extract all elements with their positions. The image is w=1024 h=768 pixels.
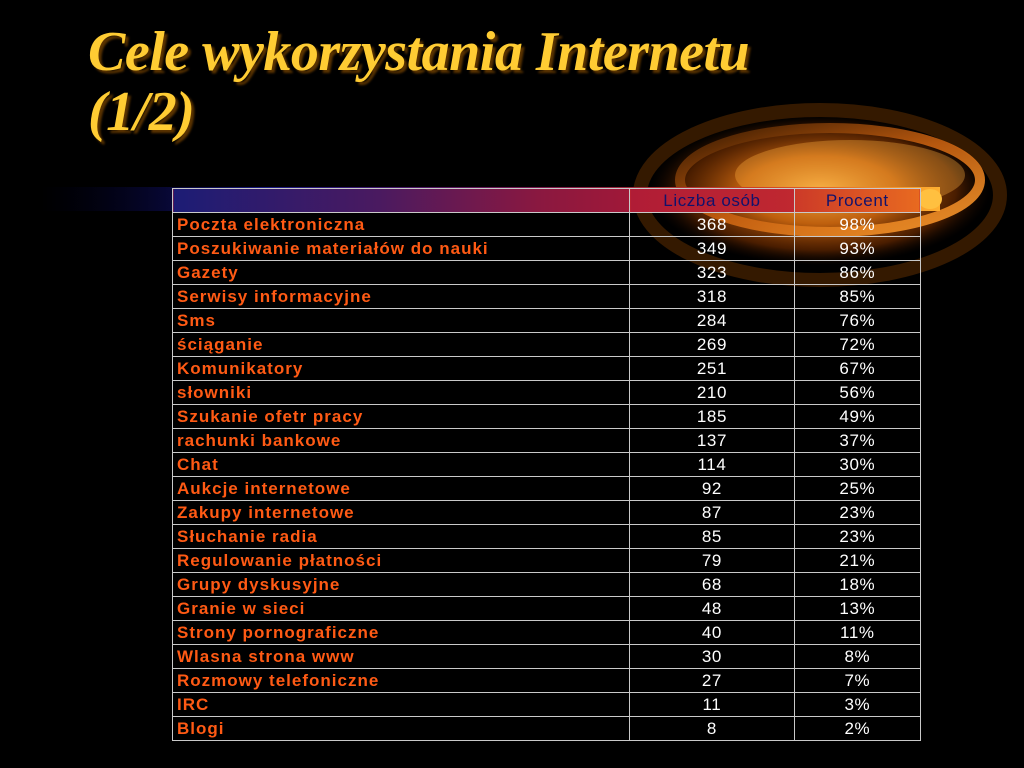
row-count: 210 xyxy=(630,381,794,405)
row-count: 48 xyxy=(630,597,794,621)
row-label: Rozmowy telefoniczne xyxy=(173,669,630,693)
row-count: 87 xyxy=(630,501,794,525)
table-row xyxy=(173,621,921,645)
row-count: 8 xyxy=(630,717,794,741)
row-label: Serwisy informacyjne xyxy=(173,285,630,309)
row-percent: 7% xyxy=(794,669,920,693)
table-row xyxy=(173,429,921,453)
row-percent: 56% xyxy=(794,381,920,405)
table-row xyxy=(173,477,921,501)
row-count: 79 xyxy=(630,549,794,573)
row-count: 40 xyxy=(630,621,794,645)
row-percent: 98% xyxy=(794,213,920,237)
row-label: IRC xyxy=(173,693,630,717)
row-label: Wlasna strona www xyxy=(173,645,630,669)
row-percent: 13% xyxy=(794,597,920,621)
row-label: rachunki bankowe xyxy=(173,429,630,453)
table-row xyxy=(173,261,921,285)
row-label: Gazety xyxy=(173,261,630,285)
header-percent: Procent xyxy=(794,189,920,213)
row-count: 185 xyxy=(630,405,794,429)
row-percent: 18% xyxy=(794,573,920,597)
row-label: Grupy dyskusyjne xyxy=(173,573,630,597)
row-count: 137 xyxy=(630,429,794,453)
row-percent: 2% xyxy=(794,717,920,741)
table-row xyxy=(173,525,921,549)
title-line-2: (1/2) xyxy=(88,81,195,143)
table-row xyxy=(173,501,921,525)
row-percent: 21% xyxy=(794,549,920,573)
row-percent: 93% xyxy=(794,237,920,261)
row-label: Blogi xyxy=(173,717,630,741)
table-row xyxy=(173,213,921,237)
table-row xyxy=(173,717,921,741)
table-row xyxy=(173,549,921,573)
row-label: ściąganie xyxy=(173,333,630,357)
row-label: Granie w sieci xyxy=(173,597,630,621)
usage-table xyxy=(172,188,921,741)
row-count: 30 xyxy=(630,645,794,669)
row-percent: 76% xyxy=(794,309,920,333)
table-header-row xyxy=(173,189,921,213)
slide-title xyxy=(88,22,749,142)
row-percent: 11% xyxy=(794,621,920,645)
row-percent: 67% xyxy=(794,357,920,381)
row-label: Sms xyxy=(173,309,630,333)
row-count: 368 xyxy=(630,213,794,237)
table-row xyxy=(173,333,921,357)
row-count: 85 xyxy=(630,525,794,549)
row-percent: 86% xyxy=(794,261,920,285)
table-row xyxy=(173,693,921,717)
title-line-1: Cele wykorzystania Internetu xyxy=(88,21,750,83)
row-percent: 23% xyxy=(794,525,920,549)
row-label: Komunikatory xyxy=(173,357,630,381)
row-count: 68 xyxy=(630,573,794,597)
row-percent: 85% xyxy=(794,285,920,309)
table-row xyxy=(173,645,921,669)
table-row xyxy=(173,669,921,693)
row-count: 349 xyxy=(630,237,794,261)
table-row xyxy=(173,357,921,381)
row-percent: 37% xyxy=(794,429,920,453)
table-row xyxy=(173,597,921,621)
row-percent: 8% xyxy=(794,645,920,669)
row-percent: 23% xyxy=(794,501,920,525)
row-count: 251 xyxy=(630,357,794,381)
row-count: 323 xyxy=(630,261,794,285)
row-label: Regulowanie płatności xyxy=(173,549,630,573)
row-label: Aukcje internetowe xyxy=(173,477,630,501)
row-percent: 25% xyxy=(794,477,920,501)
table-row xyxy=(173,285,921,309)
row-label: Poczta elektroniczna xyxy=(173,213,630,237)
row-count: 114 xyxy=(630,453,794,477)
table-row xyxy=(173,381,921,405)
row-count: 27 xyxy=(630,669,794,693)
header-count: Liczba osób xyxy=(630,189,794,213)
row-count: 284 xyxy=(630,309,794,333)
row-label: Strony pornograficzne xyxy=(173,621,630,645)
row-count: 92 xyxy=(630,477,794,501)
row-label: Słuchanie radia xyxy=(173,525,630,549)
row-label: Zakupy internetowe xyxy=(173,501,630,525)
table-row xyxy=(173,405,921,429)
header-activity xyxy=(173,189,630,213)
row-label: Poszukiwanie materiałów do nauki xyxy=(173,237,630,261)
row-label: słowniki xyxy=(173,381,630,405)
row-label: Chat xyxy=(173,453,630,477)
row-count: 11 xyxy=(630,693,794,717)
row-count: 269 xyxy=(630,333,794,357)
row-percent: 30% xyxy=(794,453,920,477)
row-percent: 72% xyxy=(794,333,920,357)
row-count: 318 xyxy=(630,285,794,309)
table-row xyxy=(173,237,921,261)
table-row xyxy=(173,309,921,333)
table-row xyxy=(173,453,921,477)
table-row xyxy=(173,573,921,597)
row-percent: 3% xyxy=(794,693,920,717)
row-percent: 49% xyxy=(794,405,920,429)
row-label: Szukanie ofetr pracy xyxy=(173,405,630,429)
